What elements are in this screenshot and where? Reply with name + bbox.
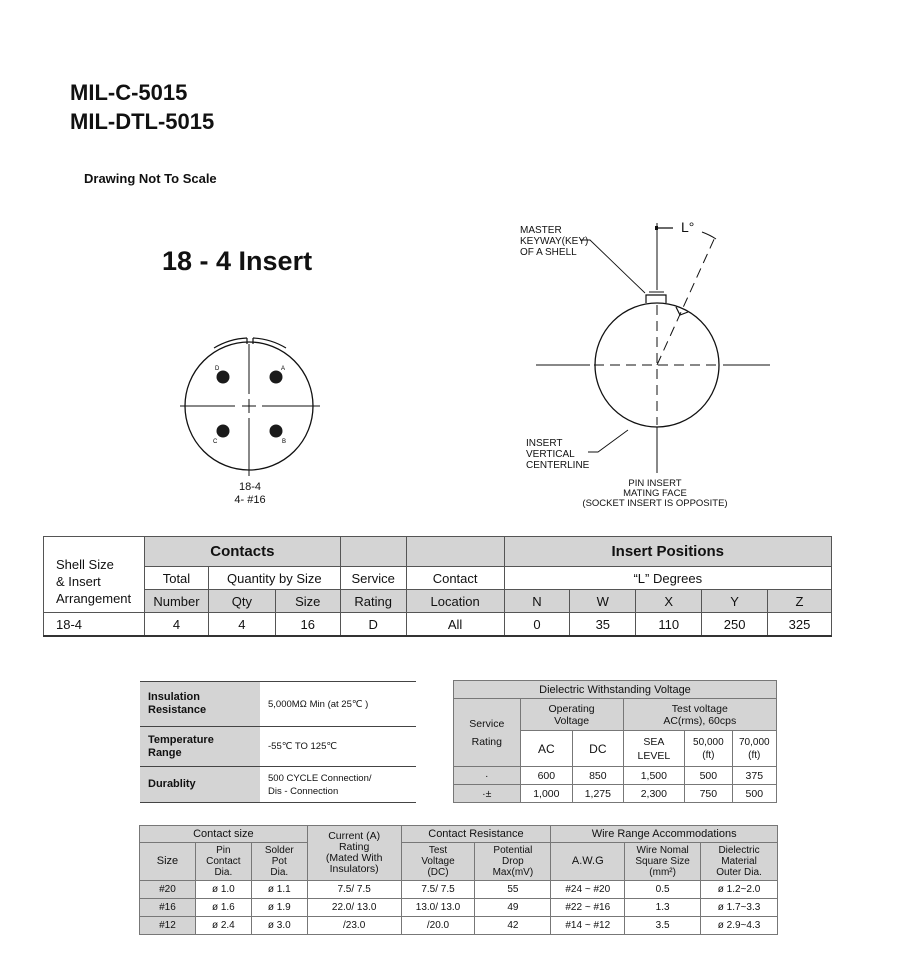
awg-cell: #14 ~ #12 (551, 917, 625, 935)
angle-label: L° (681, 219, 695, 235)
pin-label-c: C (213, 439, 218, 445)
wire-nominal-header: Wire Nomal Square Size (mm²) (625, 843, 701, 881)
contact-resistance-header: Contact Resistance (401, 826, 551, 843)
sea-level-header: SEA LEVEL (623, 731, 685, 767)
pin-a (270, 371, 283, 384)
solder-dia-header: Solder Pot Dia. (251, 843, 307, 881)
dc-cell: 850 (573, 767, 623, 785)
title-mil-c: MIL-C-5015 (70, 80, 188, 105)
insulation-resistance-label: Insulation Resistance (140, 682, 260, 727)
sea-cell: 2,300 (623, 785, 685, 803)
quantity-by-size-header: Quantity by Size (208, 567, 340, 590)
dc-cell: 1,275 (573, 785, 623, 803)
position-z-header: Z (768, 590, 832, 613)
current-cell: 22.0/ 13.0 (307, 899, 401, 917)
od-cell: ø 1.2~2.0 (701, 881, 778, 899)
location-header: Location (406, 590, 504, 613)
drop-cell: 42 (475, 917, 551, 935)
contacts-header: Contacts (144, 537, 340, 567)
pin-d (217, 371, 230, 384)
drop-cell: 49 (475, 899, 551, 917)
test-cell: /20.0 (401, 917, 475, 935)
wire-cell: 3.5 (625, 917, 701, 935)
od-cell: ø 2.9~4.3 (701, 917, 778, 935)
test-voltage-header: Test Voltage (DC) (401, 843, 475, 881)
total-header: Total (144, 567, 208, 590)
ft70-header: 70,000 (ft) (732, 731, 776, 767)
pin-cell: ø 1.6 (195, 899, 251, 917)
contact-header: Contact (406, 567, 504, 590)
awg-cell: #22 ~ #16 (551, 899, 625, 917)
insert-positions-header: Insert Positions (504, 537, 831, 567)
keyway-label: MASTER KEYWAY(KEY) OF A SHELL (520, 225, 589, 258)
scale-note: Drawing Not To Scale (84, 171, 217, 186)
drop-cell: 55 (475, 881, 551, 899)
rating-header: Rating (340, 590, 406, 613)
mating-face-label: PIN INSERT MATING FACE (SOCKET INSERT IS OPPOSITE) (582, 478, 728, 509)
size-cell: #20 (140, 881, 196, 899)
pin-label-a: A (281, 366, 286, 372)
insert-caption: 18-4 4- #16 (234, 481, 266, 506)
pin-label-b: B (282, 439, 287, 445)
position-w-cell: 35 (570, 613, 636, 637)
dielectric-table (453, 680, 777, 803)
rating-cell: D (340, 613, 406, 637)
position-x-header: X (636, 590, 702, 613)
current-rating-header: Current (A) Rating (Mated With Insulators) (307, 826, 401, 881)
contact-size-table (139, 825, 778, 935)
wire-cell: 0.5 (625, 881, 701, 899)
table-row (44, 613, 832, 637)
solder-cell: ø 1.1 (251, 881, 307, 899)
ft50-cell: 500 (685, 767, 732, 785)
test-cell: 7.5/ 7.5 (401, 881, 475, 899)
ft50-header: 50,000 (ft) (685, 731, 732, 767)
service-blank-header (340, 537, 406, 567)
table-row (140, 899, 778, 917)
rating-cell: ·± (454, 785, 521, 803)
temperature-range-value: -55℃ TO 125℃ (260, 727, 416, 767)
position-n-header: N (504, 590, 570, 613)
contact-size-header: Contact size (140, 826, 308, 843)
qty-cell: 4 (208, 613, 275, 637)
test-voltage-header: Test voltage AC(rms), 60cps (623, 699, 776, 731)
insert-title: 18 - 4 Insert (162, 246, 313, 276)
solder-cell: ø 3.0 (251, 917, 307, 935)
operating-voltage-header: Operating Voltage (520, 699, 623, 731)
ac-cell: 600 (520, 767, 572, 785)
ac-cell: 1,000 (520, 785, 572, 803)
od-cell: ø 1.7~3.3 (701, 899, 778, 917)
pin-cell: ø 1.0 (195, 881, 251, 899)
dc-header: DC (573, 731, 623, 767)
ft70-cell: 500 (732, 785, 776, 803)
pin-c (217, 425, 230, 438)
table-row (140, 917, 778, 935)
centerline-label: INSERT VERTICAL CENTERLINE (526, 438, 590, 471)
degrees-header: “L” Degrees (504, 567, 831, 590)
solder-cell: ø 1.9 (251, 899, 307, 917)
pin-b (270, 425, 283, 438)
total-cell: 4 (144, 613, 208, 637)
durability-label: Durablity (140, 767, 260, 803)
current-cell: /23.0 (307, 917, 401, 935)
position-w-header: W (570, 590, 636, 613)
ft70-cell: 375 (732, 767, 776, 785)
pin-label-d: D (215, 366, 220, 372)
properties-table (140, 681, 416, 803)
size-header: Size (140, 843, 196, 881)
test-cell: 13.0/ 13.0 (401, 899, 475, 917)
ft50-cell: 750 (685, 785, 732, 803)
position-z-cell: 325 (768, 613, 832, 637)
insulation-resistance-value: 5,000MΩ Min (at 25℃ ) (260, 682, 416, 727)
pin-cell: ø 2.4 (195, 917, 251, 935)
master-keyway (646, 295, 666, 303)
position-y-header: Y (702, 590, 768, 613)
table-row (140, 727, 416, 767)
ac-header: AC (520, 731, 572, 767)
service-header: Service (340, 567, 406, 590)
size-header: Size (275, 590, 340, 613)
potential-drop-header: Potential Drop Max(mV) (475, 843, 551, 881)
position-n-cell: 0 (504, 613, 570, 637)
rating-cell: · (454, 767, 521, 785)
wire-range-header: Wire Range Accommodations (551, 826, 778, 843)
table-row (140, 881, 778, 899)
table-row (454, 785, 777, 803)
service-rating-header: Service Rating (454, 699, 521, 767)
sea-cell: 1,500 (623, 767, 685, 785)
dielectric-od-header: Dielectric Material Outer Dia. (701, 843, 778, 881)
title-mil-dtl: MIL-DTL-5015 (70, 109, 215, 134)
pin-dia-header: Pin Contact Dia. (195, 843, 251, 881)
table-row (454, 767, 777, 785)
durability-value: 500 CYCLE Connection/ Dis - Connection (260, 767, 416, 803)
position-x-cell: 110 (636, 613, 702, 637)
current-cell: 7.5/ 7.5 (307, 881, 401, 899)
wire-cell: 1.3 (625, 899, 701, 917)
size-cell: #16 (140, 899, 196, 917)
shell-size-header: Shell Size & Insert Arrangement (44, 537, 145, 613)
table-row (140, 682, 416, 727)
awg-header: A.W.G (551, 843, 625, 881)
arrangement-cell: 18-4 (44, 613, 145, 637)
contact-blank-header (406, 537, 504, 567)
size-cell: 16 (275, 613, 340, 637)
insert-face-diagram (170, 330, 330, 480)
size-cell: #12 (140, 917, 196, 935)
awg-cell: #24 ~ #20 (551, 881, 625, 899)
dielectric-title: Dielectric Withstanding Voltage (454, 681, 777, 699)
qty-header: Qty (208, 590, 275, 613)
temperature-range-label: Temperature Range (140, 727, 260, 767)
table-row (140, 767, 416, 803)
position-y-cell: 250 (702, 613, 768, 637)
location-cell: All (406, 613, 504, 637)
number-header: Number (144, 590, 208, 613)
insert-positions-table (43, 536, 832, 637)
